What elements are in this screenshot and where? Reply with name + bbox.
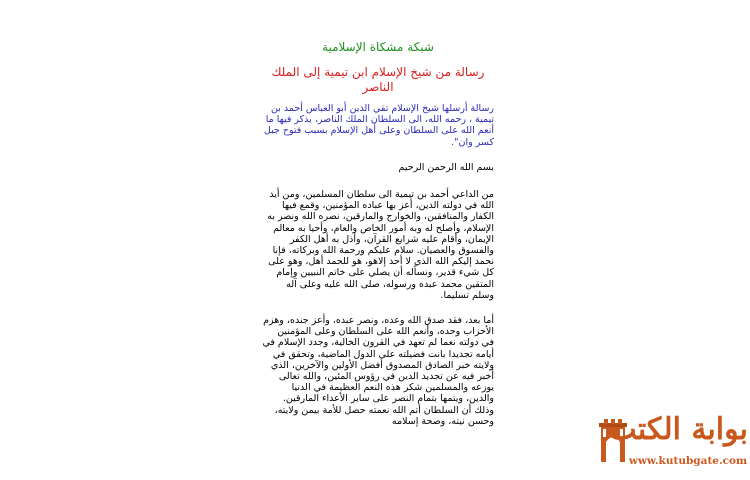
- document-content: [262, 40, 494, 441]
- body-paragraph-1: من الداعي أحمد بن تيمية الى سلطان المسلمين، ومن أيد الله في دولته الدين، أعز بها عباده المؤمنين، وقمع فيها الكفار والمنافقين، والخوارج والمارقين، نصره الله ونصر به الإسلام، وأصلح له وبه أمور الخاص والعام، وأحيا به معالم الإيمان، وأقام عليه شرايع القرآن، وأذل به أهل الكفر والفسوق والعصيان. سلام عليكم ورحمة الله وبركاته، فإنا نحمد إليكم الله الذي لا أحد إلاهو، هو للحمد أهل، وهو على كل شيء قدير، ونسأله أن يصلي على خاتم النبيين وإمام المتقين محمد عبده ورسوله، صلى الله عليه وعلى آله وسلم تسليما.: [267, 189, 494, 301]
- logo-text: بوابة الكتب: [608, 412, 748, 447]
- document-heading: رسالة من شيخ الإسلام ابن تيمية إلى الملك الناصر: [271, 65, 485, 94]
- basmala-line: بسم الله الرحمن الرحيم: [398, 161, 494, 173]
- site-title: شبكة مشكاة الإسلامية: [322, 40, 434, 54]
- intro-paragraph: رسالة أرسلها شيخ الإسلام تقي الدين أبو العباس أحمد بن تيمية ، رحمه الله، الى السلطان الملك الناصر، يذكر فيها ما أنعم الله على السلطان وعلى أهل الإسلام بسبب فتوح جبل كسر وان".: [263, 103, 494, 148]
- logo-url: www.kutubgate.com: [628, 455, 748, 467]
- body-paragraph-2: أما بعد، فقد صدق الله وعده، ونصر عبده، وأعز جنده، وهزم الأحزاب وحده، وأنعم الله على السلطان وعلى المؤمنين في دولته نعما لم تعهد في القرون الخالية، وجدد الإسلام في أيامه تجديدا بانت فضيلته على الدول الماضية، وتحقق في ولايته خبر الصادق المصدوق أفضل الأولين والآخرين، الذي أخبر فيه عن تجديد الدين في رؤوس المئين، والله تعالى يوزعه والمسلمين شكر هذه النعم العظيمة في الدنيا والدين، ويتمها بتمام النصر على ساير الأعداء المارقين. وذلك أن السلطان أتم الله نعمته حصل للأمة بيمن ولايته، وحسن نيته، وصحة إسلامه: [262, 315, 494, 427]
- kutubgate-logo: [598, 412, 748, 474]
